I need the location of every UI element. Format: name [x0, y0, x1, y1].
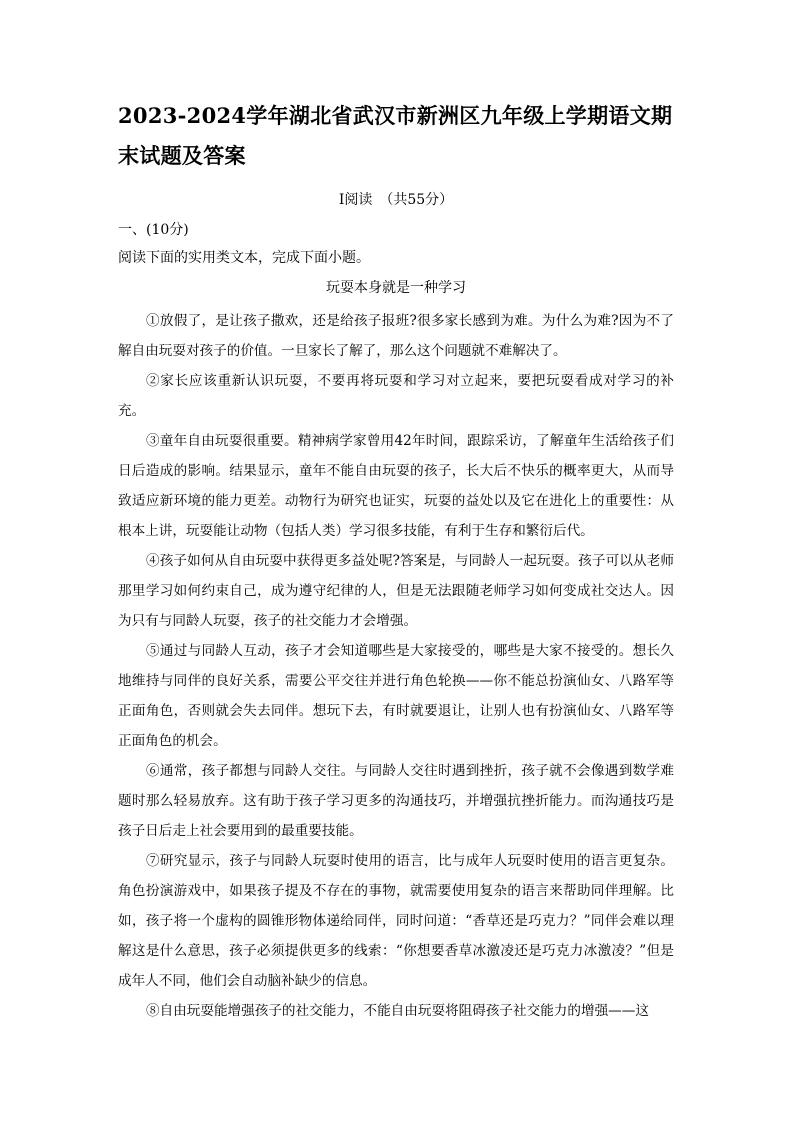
paragraph-7: ⑦研究显示，孩子与同龄人玩耍时使用的语言，比与成年人玩耍时使用的语言更复杂。角色扮演游戏中，如果孩子提及不存在的事物，就需要使用复杂的语言来帮助同伴理解。比如，孩子将一个虚构的圆锥形物体递给同伴，同时问道：“香草还是巧克力？”同伴会难以理解这是什么意思，孩子必须提供更多的线索：“你想要香草冰激凌还是巧克力冰激凌？”但是成年人不同，他们会自动脑补缺少的信息。: [118, 853, 674, 989]
paragraph-8: ⑧自由玩耍能增强孩子的社交能力，不能自由玩耍将阻碍孩子社交能力的增强——这: [146, 1003, 649, 1019]
question-number: 一、(10分): [118, 222, 189, 238]
paragraph-2: ②家长应该重新认识玩耍，不要再将玩耍和学习对立起来，要把玩耍看成对学习的补充。: [118, 373, 674, 419]
question-instruction: 阅读下面的实用类文本，完成下面小题。: [118, 250, 370, 266]
document-title: 2023-2024学年湖北省武汉市新洲区九年级上学期语文期末试题及答案: [118, 103, 673, 168]
paragraph-1: ①放假了，是让孩子撒欢，还是给孩子报班?很多家长感到为难。为什么为难?因为不了解自由玩耍对孩子的价值。一旦家长了解了，那么这个问题就不难解决了。: [118, 313, 674, 359]
paragraph-6: ⑥通常，孩子都想与同龄人交往。与同龄人交往时遇到挫折，孩子就不会像遇到数学难题时那么轻易放弃。这有助于孩子学习更多的沟通技巧，并增强抗挫折能力。而沟通技巧是孩子日后走上社会要用到的最重要技能。: [118, 763, 674, 839]
paragraph-4: ④孩子如何从自由玩耍中获得更多益处呢?答案是，与同龄人一起玩耍。孩子可以从老师那里学习如何约束自己，成为遵守纪律的人，但是无法跟随老师学习如何变成社交达人。因为只有与同龄人玩耍，孩子的社交能力才会增强。: [118, 553, 674, 629]
section-heading: Ⅰ阅读 （共55分）: [338, 192, 454, 208]
paragraph-3: ③童年自由玩耍很重要。精神病学家曾用42年时间，跟踪采访，了解童年生活给孩子们日后造成的影响。结果显示，童年不能自由玩耍的孩子，长大后不快乐的概率更大，从而导致适应新环境的能力更差。动物行为研究也证实，玩耍的益处以及它在进化上的重要性：从根本上讲，玩耍能让动物（包括人类）学习很多技能，有利于生存和繁衍后代。: [118, 433, 674, 539]
article-body: [118, 306, 674, 1026]
article-title: 玩耍本身就是一种学习: [326, 280, 466, 296]
paragraph-5: ⑤通过与同龄人互动，孩子才会知道哪些是大家接受的，哪些是大家不接受的。想长久地维持与同伴的良好关系，需要公平交往并进行角色轮换——你不能总扮演仙女、八路军等正面角色，否则就会失去同伴。想玩下去，有时就要退让，让别人也有扮演仙女、八路军等正面角色的机会。: [118, 643, 674, 749]
